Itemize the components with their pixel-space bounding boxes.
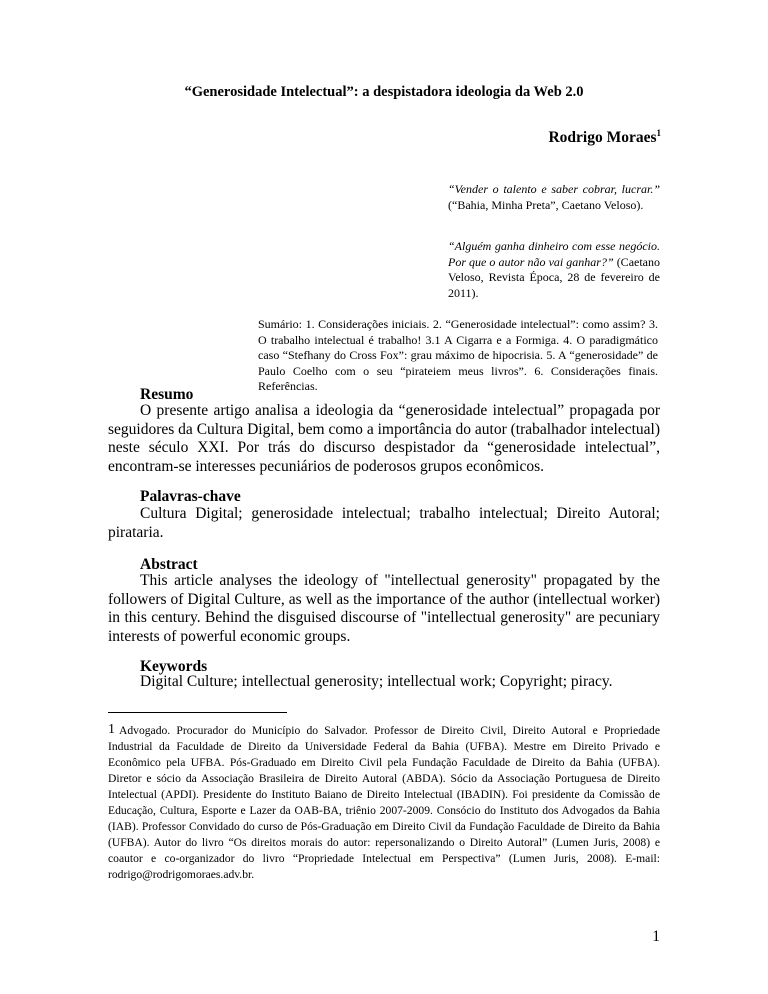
epigraph-1-source: (“Bahia, Minha Preta”, Caetano Veloso). [448, 197, 644, 212]
resumo-body: O presente artigo analisa a ideologia da “generosidade intelectual” propagada por seguidores da Cultura Digital, bem como a importância do autor (trabalhador intelectual) neste século XXI. Por trás do discurso despistador da “generosidade intelectual”, encontram-se interesses pecuniários de poderosos grupos econômicos. [108, 402, 660, 475]
epigraph-1-quote: “Vender o talento e saber cobrar, lucrar.” [448, 182, 660, 196]
abstract-body: This article analyses the ideology of "intellectual generosity" propagated by the followers of Digital Culture, as well as the importance of the author (intellectual worker) in this century. Behind the disguised discourse of "intellectual generosity" are pecuniary interests of powerful economic groups. [108, 572, 660, 645]
author-footnote-mark[interactable]: 1 [656, 128, 661, 138]
author-name-text: Rodrigo Moraes [548, 129, 657, 147]
table-of-contents: Sumário: 1. Considerações iniciais. 2. “Generosidade intelectual”: como assim? 3. O trabalho intelectual é trabalho! 3.1 A Cigarra e a Formiga. 4. O paradigmático caso “Stefhany do Cross Fox”: grau máximo de hipocrisia. 5. A “generosidade” de Paulo Coelho com o seu “pirateiem meus livros”. 6. Considerações finais. Referências. [258, 317, 658, 393]
footnote-divider [108, 712, 287, 713]
author-name [548, 128, 661, 147]
epigraph-2-source: (Caetano Veloso, Revista Época, 28 de fevereiro de 2011). [448, 254, 661, 300]
abstract-heading: Abstract [140, 556, 198, 573]
epigraph-2 [448, 239, 660, 301]
palavras-chave-body: Cultura Digital; generosidade intelectual; trabalho intelectual; Direito Autoral; pirataria. [108, 505, 660, 541]
footnote [108, 722, 660, 883]
footnote-mark: 1 [108, 722, 115, 737]
keywords-heading: Keywords [140, 658, 208, 675]
footnote-text: Advogado. Procurador do Município do Salvador. Professor de Direito Civil, Direito Autoral e Propriedade Industrial da Faculdade de Direito da Universidade Federal da Bahia (UFBA). Mestre em Direito Privado e Econômico pela UFBA. Pós-Graduado em Direito Civil pela Fundação Faculdade de Direito da Bahia (UFBA). Diretor e sócio da Associação Brasileira de Direito Autoral (ABDA). Sócio da Associação Portuguesa de Direito Intelectual (APDI). Presidente do Instituto Baiano de Direito Intelectual (IBADIN). Foi presidente da Comissão de Educação, Cultura, Esporte e Lazer da OAB-BA, triênio 2007-2009. Consócio do Instituto dos Advogados da Bahia (IAB). Professor Convidado do curso de Pós-Graduação em Direito Civil da Fundação Faculdade de Direito da Bahia (UFBA). Autor do livro “Os direitos morais do autor: repersonalizando o Direito Autoral” (Lumen Juris, 2008) e coautor e co-organizador do livro “Propriedade Intelectual em Perspectiva” (Lumen Juris, 2008). E-mail: rodrigo@rodrigomoraes.adv.br. [108, 724, 660, 881]
resumo-heading: Resumo [140, 386, 194, 403]
epigraph-1 [448, 182, 660, 213]
keywords-body: Digital Culture; intellectual generosity; intellectual work; Copyright; piracy. [140, 673, 613, 690]
page-number: 1 [652, 928, 660, 945]
epigraph-2-quote: “Alguém ganha dinheiro com esse negócio. Por que o autor não vai ganhar?” [448, 239, 660, 269]
paper-title: “Generosidade Intelectual”: a despistadora ideologia da Web 2.0 [184, 84, 584, 100]
palavras-chave-heading: Palavras-chave [140, 488, 241, 505]
